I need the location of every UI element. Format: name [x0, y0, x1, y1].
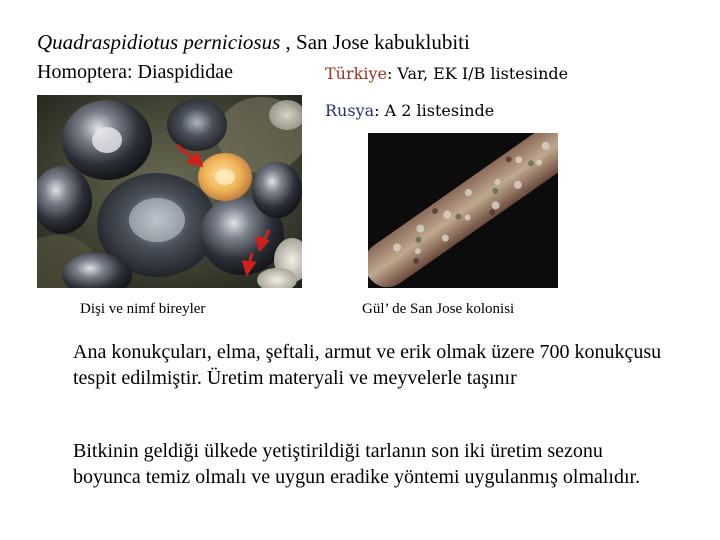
scale-insects-photo [37, 95, 302, 288]
title-separator: , [280, 30, 297, 54]
status-russia-text: : A 2 listesinde [374, 101, 495, 120]
common-name: San Jose kabuklubiti [296, 30, 470, 54]
taxonomy-label: Homoptera: Diaspididae [37, 61, 234, 83]
status-russia [325, 101, 494, 120]
scientific-name: Quadraspidiotus perniciosus [37, 30, 281, 54]
status-turkey [325, 64, 568, 83]
rose-stem-colony-photo [368, 133, 558, 288]
country-turkey: Türkiye [325, 64, 387, 83]
hosts-paragraph: Ana konukçuları, elma, şeftali, armut ve erik olmak üzere 700 konukçusu tespit edilmiştir. Üretim materyali ve meyvelerle taşınır [73, 341, 662, 389]
requirement-paragraph: Bitkinin geldiği ülkede yetiştirildiği tarlanın son iki üretim sezonu boyunca temiz olmalı ve uygun eradike yöntemi uygulanmış olmalıdır. [73, 440, 641, 488]
slide-title [37, 30, 470, 55]
status-turkey-text: : Var, EK I/B listesinde [386, 64, 569, 83]
country-russia: Rusya [325, 101, 375, 120]
caption-left: Dişi ve nimf bireyler [80, 301, 206, 317]
caption-right: Gül’ de San Jose kolonisi [362, 301, 515, 317]
